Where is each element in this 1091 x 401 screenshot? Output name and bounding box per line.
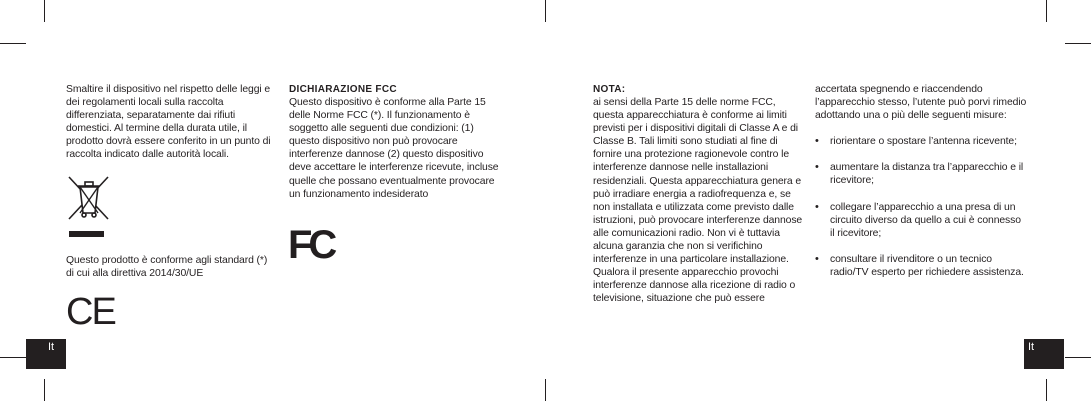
crop-mark xyxy=(44,0,45,22)
ce-mark-text: CE xyxy=(66,291,115,333)
crop-mark xyxy=(44,379,45,401)
language-tab-label: It xyxy=(48,341,55,353)
note-text: ai sensi della Parte 15 delle norme FCC, questa apparecchiatura è conforme ai limiti previsti per i dispositivi digitali di Classe A e di Classe B. Tali limiti sono studiati al fine di fornire una protezione ragionevole contro le interferenze dannose nelle installazioni residenziali. Questa apparecchiatura genera e può irradiare energia a radiofrequenza e, se non installata e utilizzata come previsto dalle istruzioni, può provocare interferenze dannose alle comunicazioni radio. Non vi è tuttavia alcuna garanzia che non si verifichino interferenze in una particolare installazione. Qualora il presente apparecchio provochi interferenze dannose alla ricezione di radio o televisione, situazione che può essere xyxy=(593,97,803,305)
measures-column xyxy=(815,83,1027,279)
fcc-heading: DICHIARAZIONE FCC xyxy=(289,84,397,95)
crop-mark xyxy=(545,379,546,401)
crop-mark xyxy=(0,357,26,358)
fcc-column xyxy=(289,83,499,201)
language-tab-label: It xyxy=(1028,341,1035,353)
crop-mark xyxy=(1046,379,1047,401)
note-column xyxy=(593,83,803,306)
list-item: • collegare l’apparecchio a una presa di un circuito diverso da quello a cui è connesso il ricevitore; xyxy=(815,201,1027,240)
conformity-column xyxy=(66,254,274,280)
list-item: • riorientare o spostare l’antenna ricevente; xyxy=(815,135,1027,148)
disposal-text: Smaltire il dispositivo nel rispetto delle leggi e dei regolamenti locali sulla raccolta differenziata, separatamente dai rifiuti domestici. Al termine della durata utile, il prodotto dovrà essere conferito in un punto di raccolta indicato dalle autorità locali. xyxy=(66,84,271,161)
language-tab-right xyxy=(1024,339,1064,369)
crop-mark xyxy=(1065,43,1091,44)
ce-mark-logo xyxy=(66,291,116,333)
note-heading: NOTA: xyxy=(593,84,626,95)
crop-mark xyxy=(1065,357,1091,358)
continued-text: accertata spegnendo e riaccendendo l’apparecchio stesso, l’utente può porvi rimedio adottando una o più delle seguenti misure: xyxy=(815,84,1027,122)
conformity-text: Questo prodotto è conforme agli standard (*) di cui alla direttiva 2014/30/UE xyxy=(66,255,268,280)
crossed-out-bin-icon xyxy=(66,175,112,223)
fcc-text: Questo dispositivo è conforme alla Parte 15 delle Norme FCC (*). Il funzionamento è soggetto alle seguenti due condizioni: (1) questo dispositivo non può provocare interferenze dannose (2) questo dispositivo deve accettare le interferenze ricevute, incluse quelle che possano eventualmente provocare un funzionamento indesiderato xyxy=(289,97,499,200)
fcc-logo-text: FC xyxy=(288,223,334,267)
separate-collection-bar xyxy=(69,231,104,237)
list-item: • aumentare la distanza tra l’apparecchio e il ricevitore; xyxy=(815,161,1027,187)
list-item: • consultare il rivenditore o un tecnico radio/TV esperto per richiedere assistenza. xyxy=(815,253,1027,279)
crop-mark xyxy=(545,0,546,22)
crop-mark xyxy=(1046,0,1047,22)
measures-list xyxy=(815,135,1027,279)
fcc-logo xyxy=(288,224,348,266)
language-tab-left xyxy=(26,339,66,369)
disposal-column xyxy=(66,83,274,162)
crop-mark xyxy=(0,43,26,44)
